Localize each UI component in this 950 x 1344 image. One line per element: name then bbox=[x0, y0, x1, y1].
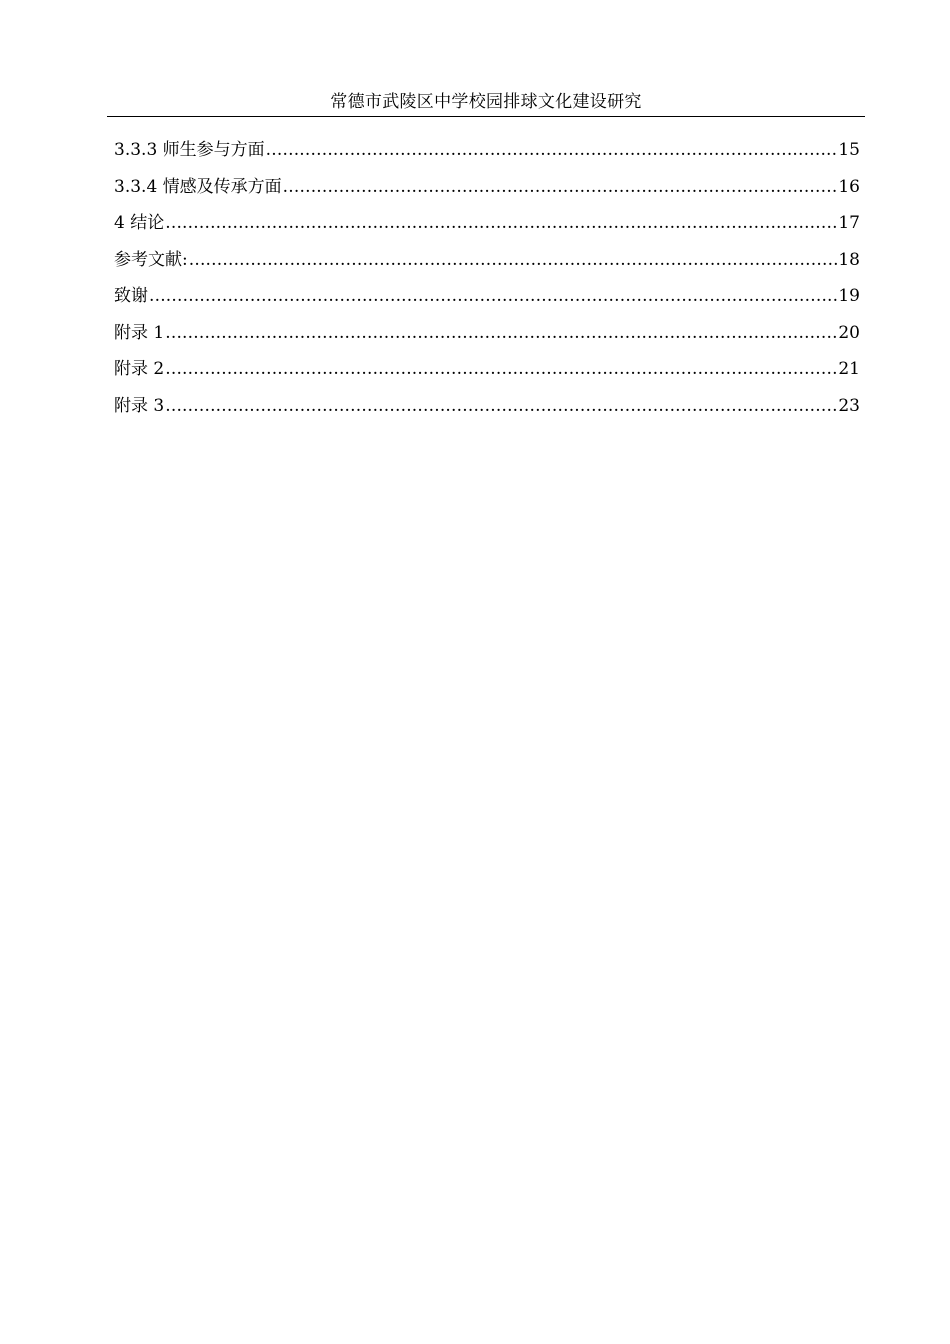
toc-entry-label: 3.3.4 情感及传承方面 bbox=[114, 176, 282, 197]
toc-entry[interactable] bbox=[114, 246, 860, 283]
toc-dot-leader bbox=[283, 173, 838, 201]
toc-entry[interactable] bbox=[114, 392, 860, 429]
toc-dot-leader bbox=[149, 282, 837, 310]
toc-entry[interactable] bbox=[114, 136, 860, 173]
table-of-contents bbox=[114, 136, 860, 428]
toc-entry-label: 附录 2 bbox=[114, 359, 165, 379]
toc-entry-label: 附录 3 bbox=[114, 395, 165, 416]
page-header-title: 常德市武陵区中学校园排球文化建设研究 bbox=[330, 92, 642, 112]
toc-entry[interactable] bbox=[114, 173, 860, 210]
toc-dot-leader bbox=[165, 319, 837, 347]
toc-entry-page-number: 17 bbox=[838, 213, 860, 233]
toc-entry-page-number: 18 bbox=[838, 249, 860, 270]
toc-entry-page-number: 20 bbox=[838, 322, 860, 343]
toc-dot-leader bbox=[189, 246, 838, 274]
toc-entry[interactable] bbox=[114, 209, 860, 246]
page-header bbox=[107, 88, 865, 117]
toc-dot-leader bbox=[165, 355, 837, 383]
toc-entry[interactable] bbox=[114, 319, 860, 356]
toc-entry-page-number: 19 bbox=[838, 286, 860, 306]
toc-entry-label: 附录 1 bbox=[114, 322, 165, 343]
toc-entry[interactable] bbox=[114, 282, 860, 319]
toc-entry-page-number: 23 bbox=[838, 395, 860, 416]
toc-dot-leader bbox=[266, 136, 838, 164]
toc-entry[interactable] bbox=[114, 355, 860, 392]
toc-entry-page-number: 21 bbox=[838, 359, 860, 379]
toc-entry-label: 致谢 bbox=[114, 286, 148, 306]
toc-entry-label: 3.3.3 师生参与方面 bbox=[114, 140, 265, 160]
toc-dot-leader bbox=[165, 392, 837, 420]
toc-dot-leader bbox=[165, 209, 837, 237]
toc-entry-page-number: 15 bbox=[838, 140, 860, 160]
toc-entry-page-number: 16 bbox=[838, 176, 860, 197]
toc-entry-label: 4 结论 bbox=[114, 213, 165, 233]
toc-entry-label: 参考文献: bbox=[114, 249, 188, 270]
